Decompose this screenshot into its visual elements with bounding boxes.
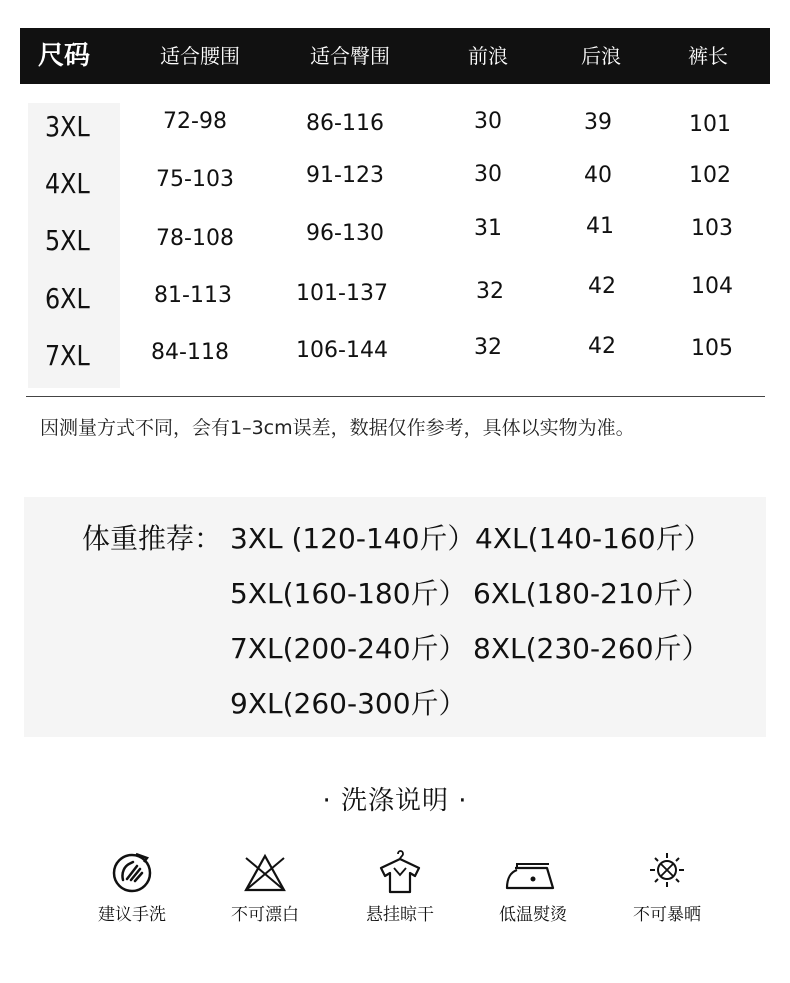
size-table-header — [20, 28, 770, 84]
waist-cell: 75-103 — [156, 167, 234, 192]
wash-label: 不可暴晒 — [633, 905, 701, 925]
back-rise-cell: 42 — [588, 334, 616, 359]
header-size: 尺码 — [38, 41, 91, 71]
wash-item-no-sun — [612, 848, 722, 925]
front-rise-cell: 30 — [474, 162, 502, 187]
wash-item-hand-wash — [77, 848, 187, 925]
header-front-rise: 前浪 — [468, 44, 508, 68]
weight-item: 9XL(260-300斤） — [230, 687, 467, 720]
header-hip: 适合臀围 — [310, 44, 390, 68]
waist-cell: 78-108 — [156, 226, 234, 251]
no-bleach-icon — [240, 848, 290, 896]
header-length: 裤长 — [688, 44, 728, 68]
no-sun-icon — [642, 848, 692, 896]
wash-label: 悬挂晾干 — [366, 905, 434, 925]
back-rise-cell: 40 — [584, 163, 612, 188]
wash-label: 不可漂白 — [231, 905, 299, 925]
size-cell: 7XL — [45, 339, 90, 372]
wash-item-hang-dry — [345, 848, 455, 925]
weight-item: 4XL(140-160斤） — [475, 522, 712, 555]
waist-cell: 72-98 — [163, 109, 227, 134]
length-cell: 104 — [691, 274, 733, 299]
table-divider — [26, 396, 765, 397]
measurement-note: 因测量方式不同，会有1–3cm误差，数据仅作参考，具体以实物为准。 — [40, 417, 635, 439]
weight-item: 7XL(200-240斤） — [230, 632, 467, 665]
weight-item: 6XL(180-210斤） — [473, 577, 710, 610]
front-rise-cell: 30 — [474, 109, 502, 134]
front-rise-cell: 32 — [476, 279, 504, 304]
hip-cell: 91-123 — [306, 163, 384, 188]
hand-wash-icon — [107, 848, 157, 896]
weight-item: 5XL(160-180斤） — [230, 577, 467, 610]
wash-title: · 洗涤说明 · — [322, 786, 468, 816]
back-rise-cell: 41 — [586, 214, 614, 239]
header-back-rise: 后浪 — [581, 44, 621, 68]
size-cell: 6XL — [45, 282, 90, 315]
length-cell: 103 — [691, 216, 733, 241]
length-cell: 105 — [691, 336, 733, 361]
back-rise-cell: 39 — [584, 110, 612, 135]
wash-label: 建议手洗 — [98, 905, 166, 925]
length-cell: 102 — [689, 163, 731, 188]
length-cell: 101 — [689, 112, 731, 137]
wash-item-no-bleach — [210, 848, 320, 925]
hip-cell: 106-144 — [296, 338, 388, 363]
weight-item: 3XL (120-140斤） — [230, 522, 476, 555]
hip-cell: 96-130 — [306, 221, 384, 246]
waist-cell: 84-118 — [151, 340, 229, 365]
size-cell: 3XL — [45, 110, 90, 143]
back-rise-cell: 42 — [588, 274, 616, 299]
front-rise-cell: 31 — [474, 216, 502, 241]
size-cell: 5XL — [45, 224, 90, 257]
low-iron-icon — [503, 848, 563, 896]
wash-label: 低温熨烫 — [499, 905, 567, 925]
hip-cell: 86-116 — [306, 111, 384, 136]
header-waist: 适合腰围 — [160, 44, 240, 68]
waist-cell: 81-113 — [154, 283, 232, 308]
front-rise-cell: 32 — [474, 335, 502, 360]
hip-cell: 101-137 — [296, 281, 388, 306]
weight-item: 8XL(230-260斤） — [473, 632, 710, 665]
hang-dry-icon — [375, 848, 425, 896]
size-cell: 4XL — [45, 167, 90, 200]
wash-item-low-iron — [478, 848, 588, 925]
weight-label: 体重推荐： — [82, 522, 223, 555]
